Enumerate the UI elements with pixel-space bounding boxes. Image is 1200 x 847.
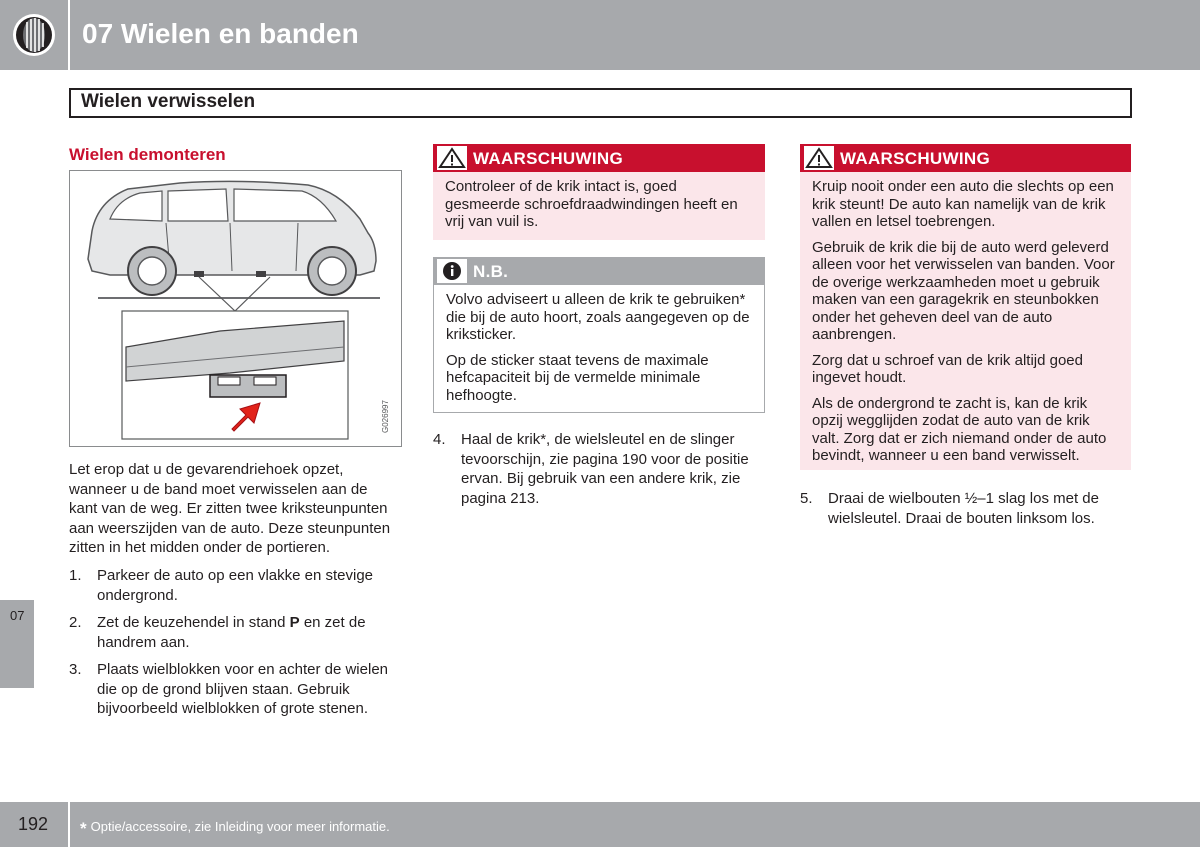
section-title: Wielen verwisselen: [81, 91, 256, 112]
step-3: [69, 660, 399, 720]
step-text: Parkeer de auto op een vlakke en stevige ondergrond.: [97, 567, 374, 604]
gear-position-p: P: [289, 614, 300, 631]
warning-paragraph: Gebruik de krik die bij de auto werd geleverd alleen voor het verwisselen van banden. Voor de overige werkzaamheden moet u gebruik maken van een garagekrik en steunbokken onder het geheven deel van de auto aanbrengen.: [812, 238, 1115, 343]
warning-triangle-icon: [437, 146, 467, 170]
warning-box-jack: [433, 144, 765, 240]
intro-paragraph: Let erop dat u de gevarendriehoek opzet, wanneer u de band moet verwisselen aan de kant van de weg. Er zitten twee kriksteunpunten aan weerszijden van de auto. Deze steunpunten zitten in het midden onder de portieren.: [69, 461, 391, 556]
step-text: Haal de krik*, de wielsleutel en de slinger tevoorschijn, zie pagina 190 voor de positie ervan. Bij gebruik van een andere krik, zie pagina 213.: [461, 431, 749, 507]
warning-paragraph: Kruip nooit onder een auto die slechts op een krik steunt! De auto kan namelijk van de krik vallen en letsel toebrengen.: [812, 178, 1114, 230]
step-number: 3.: [69, 661, 82, 678]
jack-point-illustration: [69, 170, 402, 447]
illustration-code: G026997: [381, 400, 390, 433]
step-text: Draai de wielbouten ½–1 slag los met de wielsleutel. Draai de bouten linksom los.: [828, 490, 1099, 527]
sub-heading: Wielen demonteren: [69, 145, 226, 164]
step-number: 5.: [800, 490, 813, 507]
warning-label: WAARSCHUWING: [473, 149, 623, 168]
warning-header: [800, 144, 1131, 172]
warning-body: [433, 172, 765, 240]
step-text-part: en zet de handrem aan.: [97, 614, 366, 651]
note-box: [433, 257, 765, 413]
warning-label: WAARSCHUWING: [840, 149, 990, 168]
info-icon: [437, 259, 467, 283]
step-2: [69, 613, 399, 653]
warning-paragraph: Controleer of de krik intact is, goed gesmeerde schroefdraadwindingen heeft en vrij van vuil is.: [445, 178, 738, 230]
step-text-part: Zet de keuzehendel in stand: [97, 614, 290, 631]
note-header: [433, 257, 765, 285]
page-number: 192: [18, 814, 49, 834]
note-paragraph: Volvo adviseert u alleen de krik te gebruiken* die bij de auto hoort, zoals aangegeven op de kriksticker.: [446, 291, 750, 343]
step-number: 2.: [69, 614, 82, 631]
chapter-side-tab-label: 07: [10, 608, 25, 623]
warning-triangle-icon: [804, 146, 834, 170]
step-4: [433, 430, 763, 510]
step-number: 1.: [69, 567, 82, 584]
footnote-text: Optie/accessoire, zie Inleiding voor meer informatie.: [90, 819, 390, 834]
note-body: [433, 285, 765, 413]
car-jack-drawing: [70, 171, 401, 446]
warning-paragraph: Zorg dat u schroef van de krik altijd goed ingevet houdt.: [812, 351, 1083, 386]
warning-paragraph: Als de ondergrond te zacht is, kan de krik opzij wegglijden zodat de auto van de krik valt. Zorg dat er zich niemand onder de auto bevindt, wanneer u een band verwisselt.: [812, 394, 1107, 464]
step-5: [800, 489, 1130, 529]
tire-icon: [12, 13, 56, 57]
step-text: [97, 613, 399, 652]
step-text: Plaats wielblokken voor en achter de wielen die op de grond blijven staan. Gebruik bijvoorbeeld wielblokken of grote stenen.: [97, 661, 388, 717]
warning-body: [800, 172, 1131, 470]
warning-box-safety: [800, 144, 1131, 470]
footnote: [80, 816, 390, 836]
step-number: 4.: [433, 431, 446, 448]
step-1: [69, 566, 399, 606]
note-label: N.B.: [473, 262, 509, 281]
chapter-title: 07 Wielen en banden: [82, 18, 359, 49]
footnote-star: *: [80, 819, 87, 838]
note-paragraph: Op de sticker staat tevens de maximale hefcapaciteit bij de vermelde minimale hefhoogte.: [446, 351, 709, 404]
warning-header: [433, 144, 765, 172]
